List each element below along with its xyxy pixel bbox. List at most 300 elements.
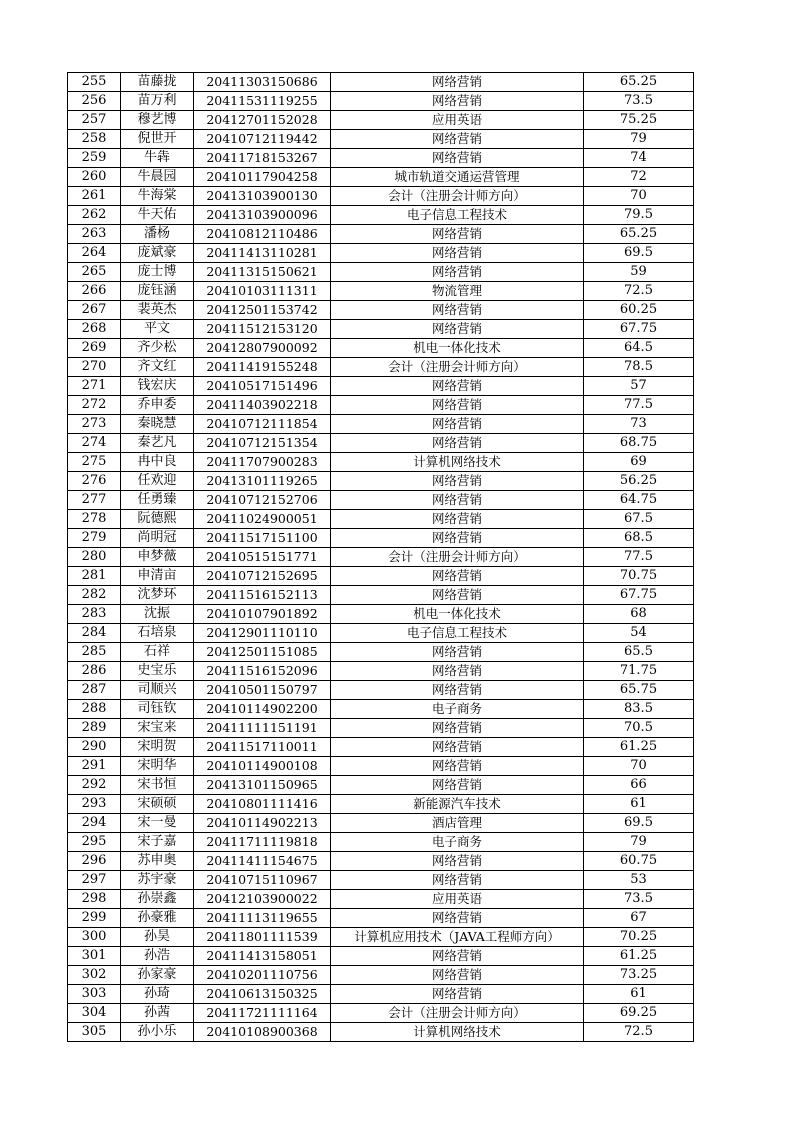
cell-major: 网络营销 bbox=[331, 149, 584, 168]
cell-name: 孙小乐 bbox=[121, 1023, 194, 1042]
cell-major: 网络营销 bbox=[331, 662, 584, 681]
table-row bbox=[68, 567, 694, 586]
cell-name: 申清亩 bbox=[121, 567, 194, 586]
table-row bbox=[68, 453, 694, 472]
table-row bbox=[68, 415, 694, 434]
cell-major: 物流管理 bbox=[331, 282, 584, 301]
cell-major: 电子商务 bbox=[331, 833, 584, 852]
cell-seq: 276 bbox=[68, 472, 121, 491]
table-row bbox=[68, 263, 694, 282]
cell-score: 64.5 bbox=[584, 339, 694, 358]
cell-seq: 263 bbox=[68, 225, 121, 244]
cell-exam-id: 20411711119818 bbox=[194, 833, 331, 852]
cell-seq: 260 bbox=[68, 168, 121, 187]
cell-score: 64.75 bbox=[584, 491, 694, 510]
cell-name: 宋书恒 bbox=[121, 776, 194, 795]
cell-exam-id: 20411517151100 bbox=[194, 529, 331, 548]
cell-seq: 272 bbox=[68, 396, 121, 415]
cell-name: 齐少松 bbox=[121, 339, 194, 358]
cell-name: 尚明冠 bbox=[121, 529, 194, 548]
cell-exam-id: 20410103111311 bbox=[194, 282, 331, 301]
cell-exam-id: 20410114902213 bbox=[194, 814, 331, 833]
table-row bbox=[68, 833, 694, 852]
cell-exam-id: 20411413158051 bbox=[194, 947, 331, 966]
cell-name: 牛犇 bbox=[121, 149, 194, 168]
cell-score: 68.75 bbox=[584, 434, 694, 453]
cell-seq: 277 bbox=[68, 491, 121, 510]
cell-seq: 300 bbox=[68, 928, 121, 947]
cell-exam-id: 20411111151191 bbox=[194, 719, 331, 738]
cell-name: 孙浩 bbox=[121, 947, 194, 966]
cell-name: 司顺兴 bbox=[121, 681, 194, 700]
score-table bbox=[67, 72, 694, 1042]
cell-seq: 305 bbox=[68, 1023, 121, 1042]
cell-name: 倪世开 bbox=[121, 130, 194, 149]
cell-score: 61 bbox=[584, 985, 694, 1004]
cell-major: 网络营销 bbox=[331, 985, 584, 1004]
cell-name: 苏申奥 bbox=[121, 852, 194, 871]
table-row bbox=[68, 377, 694, 396]
cell-exam-id: 20410515151771 bbox=[194, 548, 331, 567]
table-row bbox=[68, 73, 694, 92]
cell-score: 77.5 bbox=[584, 396, 694, 415]
cell-name: 庞钰涵 bbox=[121, 282, 194, 301]
cell-score: 69 bbox=[584, 453, 694, 472]
cell-seq: 294 bbox=[68, 814, 121, 833]
cell-seq: 257 bbox=[68, 111, 121, 130]
table-row bbox=[68, 966, 694, 985]
cell-score: 79.5 bbox=[584, 206, 694, 225]
cell-name: 石培泉 bbox=[121, 624, 194, 643]
cell-score: 79 bbox=[584, 130, 694, 149]
table-row bbox=[68, 776, 694, 795]
cell-score: 54 bbox=[584, 624, 694, 643]
cell-score: 65.75 bbox=[584, 681, 694, 700]
cell-exam-id: 20410613150325 bbox=[194, 985, 331, 1004]
cell-name: 苗藤拢 bbox=[121, 73, 194, 92]
cell-score: 70.25 bbox=[584, 928, 694, 947]
cell-seq: 278 bbox=[68, 510, 121, 529]
table-row bbox=[68, 985, 694, 1004]
table-row bbox=[68, 681, 694, 700]
cell-major: 网络营销 bbox=[331, 244, 584, 263]
cell-exam-id: 20410108900368 bbox=[194, 1023, 331, 1042]
cell-major: 计算机网络技术 bbox=[331, 453, 584, 472]
cell-seq: 274 bbox=[68, 434, 121, 453]
table-row bbox=[68, 244, 694, 263]
cell-name: 申梦薇 bbox=[121, 548, 194, 567]
cell-seq: 286 bbox=[68, 662, 121, 681]
cell-major: 电子商务 bbox=[331, 700, 584, 719]
cell-exam-id: 20410107901892 bbox=[194, 605, 331, 624]
cell-exam-id: 20411721111164 bbox=[194, 1004, 331, 1023]
cell-major: 网络营销 bbox=[331, 852, 584, 871]
cell-name: 庞士博 bbox=[121, 263, 194, 282]
cell-name: 平文 bbox=[121, 320, 194, 339]
cell-seq: 282 bbox=[68, 586, 121, 605]
cell-major: 网络营销 bbox=[331, 73, 584, 92]
cell-score: 71.75 bbox=[584, 662, 694, 681]
cell-major: 机电一体化技术 bbox=[331, 339, 584, 358]
cell-score: 69.25 bbox=[584, 1004, 694, 1023]
cell-exam-id: 20411707900283 bbox=[194, 453, 331, 472]
cell-exam-id: 20413101150965 bbox=[194, 776, 331, 795]
cell-seq: 283 bbox=[68, 605, 121, 624]
cell-score: 73.5 bbox=[584, 92, 694, 111]
cell-name: 宋一曼 bbox=[121, 814, 194, 833]
cell-name: 牛海棠 bbox=[121, 187, 194, 206]
table-row bbox=[68, 947, 694, 966]
table-row bbox=[68, 111, 694, 130]
table-row bbox=[68, 1004, 694, 1023]
cell-exam-id: 20411801111539 bbox=[194, 928, 331, 947]
cell-score: 66 bbox=[584, 776, 694, 795]
cell-major: 会计（注册会计师方向） bbox=[331, 548, 584, 567]
cell-name: 潘杨 bbox=[121, 225, 194, 244]
cell-name: 史宝乐 bbox=[121, 662, 194, 681]
cell-seq: 270 bbox=[68, 358, 121, 377]
cell-score: 83.5 bbox=[584, 700, 694, 719]
cell-seq: 284 bbox=[68, 624, 121, 643]
cell-major: 网络营销 bbox=[331, 301, 584, 320]
cell-major: 网络营销 bbox=[331, 130, 584, 149]
table-row bbox=[68, 700, 694, 719]
cell-exam-id: 20411413110281 bbox=[194, 244, 331, 263]
cell-major: 网络营销 bbox=[331, 263, 584, 282]
cell-major: 网络营销 bbox=[331, 225, 584, 244]
cell-exam-id: 20411113119655 bbox=[194, 909, 331, 928]
cell-exam-id: 20412501153742 bbox=[194, 301, 331, 320]
cell-score: 67 bbox=[584, 909, 694, 928]
cell-seq: 268 bbox=[68, 320, 121, 339]
cell-seq: 293 bbox=[68, 795, 121, 814]
table-row bbox=[68, 605, 694, 624]
table-body bbox=[68, 73, 694, 1042]
cell-score: 67.75 bbox=[584, 320, 694, 339]
cell-exam-id: 20412901110110 bbox=[194, 624, 331, 643]
table-row bbox=[68, 130, 694, 149]
cell-major: 网络营销 bbox=[331, 472, 584, 491]
cell-exam-id: 20411512153120 bbox=[194, 320, 331, 339]
cell-seq: 256 bbox=[68, 92, 121, 111]
cell-exam-id: 20413103900096 bbox=[194, 206, 331, 225]
cell-name: 苏宇豪 bbox=[121, 871, 194, 890]
cell-score: 68.5 bbox=[584, 529, 694, 548]
cell-major: 应用英语 bbox=[331, 111, 584, 130]
cell-score: 70.75 bbox=[584, 567, 694, 586]
cell-name: 宋子嘉 bbox=[121, 833, 194, 852]
cell-exam-id: 20410517151496 bbox=[194, 377, 331, 396]
cell-score: 79 bbox=[584, 833, 694, 852]
table-row bbox=[68, 301, 694, 320]
cell-exam-id: 20411024900051 bbox=[194, 510, 331, 529]
table-row bbox=[68, 548, 694, 567]
cell-major: 网络营销 bbox=[331, 491, 584, 510]
cell-major: 应用英语 bbox=[331, 890, 584, 909]
cell-major: 网络营销 bbox=[331, 567, 584, 586]
cell-major: 网络营销 bbox=[331, 586, 584, 605]
cell-score: 67.5 bbox=[584, 510, 694, 529]
cell-name: 牛晨园 bbox=[121, 168, 194, 187]
cell-seq: 259 bbox=[68, 149, 121, 168]
cell-name: 孙豪雅 bbox=[121, 909, 194, 928]
cell-score: 57 bbox=[584, 377, 694, 396]
cell-major: 网络营销 bbox=[331, 529, 584, 548]
cell-score: 68 bbox=[584, 605, 694, 624]
cell-name: 宋硕硕 bbox=[121, 795, 194, 814]
cell-exam-id: 20411718153267 bbox=[194, 149, 331, 168]
cell-name: 穆艺博 bbox=[121, 111, 194, 130]
cell-major: 城市轨道交通运营管理 bbox=[331, 168, 584, 187]
cell-score: 70 bbox=[584, 757, 694, 776]
cell-seq: 265 bbox=[68, 263, 121, 282]
table-row bbox=[68, 168, 694, 187]
cell-name: 苗万利 bbox=[121, 92, 194, 111]
cell-exam-id: 20410712119442 bbox=[194, 130, 331, 149]
cell-major: 电子信息工程技术 bbox=[331, 206, 584, 225]
cell-score: 53 bbox=[584, 871, 694, 890]
cell-exam-id: 20410715110967 bbox=[194, 871, 331, 890]
cell-exam-id: 20410712111854 bbox=[194, 415, 331, 434]
cell-major: 机电一体化技术 bbox=[331, 605, 584, 624]
cell-name: 孙昊 bbox=[121, 928, 194, 947]
table-row bbox=[68, 1023, 694, 1042]
cell-seq: 297 bbox=[68, 871, 121, 890]
cell-major: 网络营销 bbox=[331, 510, 584, 529]
cell-exam-id: 20411531119255 bbox=[194, 92, 331, 111]
cell-name: 宋宝来 bbox=[121, 719, 194, 738]
table-row bbox=[68, 871, 694, 890]
cell-seq: 280 bbox=[68, 548, 121, 567]
table-row bbox=[68, 491, 694, 510]
cell-score: 73.25 bbox=[584, 966, 694, 985]
cell-score: 60.25 bbox=[584, 301, 694, 320]
cell-name: 裴英杰 bbox=[121, 301, 194, 320]
cell-score: 65.25 bbox=[584, 225, 694, 244]
cell-exam-id: 20412501151085 bbox=[194, 643, 331, 662]
cell-name: 秦晓慧 bbox=[121, 415, 194, 434]
cell-major: 网络营销 bbox=[331, 415, 584, 434]
cell-major: 网络营销 bbox=[331, 320, 584, 339]
cell-name: 宋明贺 bbox=[121, 738, 194, 757]
table-row bbox=[68, 852, 694, 871]
cell-exam-id: 20413103900130 bbox=[194, 187, 331, 206]
cell-exam-id: 20412701152028 bbox=[194, 111, 331, 130]
cell-exam-id: 20411403902218 bbox=[194, 396, 331, 415]
cell-score: 65.25 bbox=[584, 73, 694, 92]
cell-exam-id: 20411516152113 bbox=[194, 586, 331, 605]
cell-seq: 262 bbox=[68, 206, 121, 225]
cell-seq: 255 bbox=[68, 73, 121, 92]
cell-exam-id: 20411517110011 bbox=[194, 738, 331, 757]
cell-seq: 290 bbox=[68, 738, 121, 757]
table-row bbox=[68, 814, 694, 833]
cell-exam-id: 20412103900022 bbox=[194, 890, 331, 909]
cell-name: 沈振 bbox=[121, 605, 194, 624]
table-row bbox=[68, 909, 694, 928]
cell-seq: 298 bbox=[68, 890, 121, 909]
cell-score: 78.5 bbox=[584, 358, 694, 377]
cell-seq: 261 bbox=[68, 187, 121, 206]
cell-score: 73.5 bbox=[584, 890, 694, 909]
cell-seq: 273 bbox=[68, 415, 121, 434]
cell-major: 会计（注册会计师方向） bbox=[331, 1004, 584, 1023]
cell-major: 网络营销 bbox=[331, 396, 584, 415]
table-row bbox=[68, 662, 694, 681]
table-row bbox=[68, 434, 694, 453]
cell-score: 72 bbox=[584, 168, 694, 187]
cell-score: 72.5 bbox=[584, 282, 694, 301]
cell-major: 会计（注册会计师方向） bbox=[331, 187, 584, 206]
cell-score: 65.5 bbox=[584, 643, 694, 662]
cell-major: 酒店管理 bbox=[331, 814, 584, 833]
cell-score: 67.75 bbox=[584, 586, 694, 605]
cell-name: 孙崇鑫 bbox=[121, 890, 194, 909]
cell-score: 70 bbox=[584, 187, 694, 206]
cell-seq: 304 bbox=[68, 1004, 121, 1023]
table-row bbox=[68, 738, 694, 757]
table-row bbox=[68, 206, 694, 225]
cell-name: 孙家豪 bbox=[121, 966, 194, 985]
table-row bbox=[68, 624, 694, 643]
cell-major: 计算机网络技术 bbox=[331, 1023, 584, 1042]
cell-seq: 271 bbox=[68, 377, 121, 396]
cell-name: 司钰钦 bbox=[121, 700, 194, 719]
cell-exam-id: 20412807900092 bbox=[194, 339, 331, 358]
cell-exam-id: 20410114902200 bbox=[194, 700, 331, 719]
cell-seq: 266 bbox=[68, 282, 121, 301]
cell-major: 网络营销 bbox=[331, 947, 584, 966]
cell-name: 秦艺凡 bbox=[121, 434, 194, 453]
cell-seq: 303 bbox=[68, 985, 121, 1004]
cell-exam-id: 20411516152096 bbox=[194, 662, 331, 681]
cell-exam-id: 20410712152706 bbox=[194, 491, 331, 510]
cell-exam-id: 20410801111416 bbox=[194, 795, 331, 814]
cell-exam-id: 20411419155248 bbox=[194, 358, 331, 377]
cell-major: 网络营销 bbox=[331, 738, 584, 757]
table-row bbox=[68, 757, 694, 776]
cell-seq: 275 bbox=[68, 453, 121, 472]
cell-seq: 299 bbox=[68, 909, 121, 928]
cell-major: 网络营销 bbox=[331, 643, 584, 662]
table-row bbox=[68, 890, 694, 909]
cell-name: 钱宏庆 bbox=[121, 377, 194, 396]
table-row bbox=[68, 339, 694, 358]
table-row bbox=[68, 510, 694, 529]
cell-seq: 295 bbox=[68, 833, 121, 852]
cell-score: 56.25 bbox=[584, 472, 694, 491]
cell-score: 59 bbox=[584, 263, 694, 282]
table-row bbox=[68, 928, 694, 947]
cell-seq: 302 bbox=[68, 966, 121, 985]
cell-exam-id: 20410501150797 bbox=[194, 681, 331, 700]
cell-exam-id: 20413101119265 bbox=[194, 472, 331, 491]
cell-name: 阮德熙 bbox=[121, 510, 194, 529]
cell-name: 宋明华 bbox=[121, 757, 194, 776]
cell-major: 网络营销 bbox=[331, 966, 584, 985]
cell-score: 70.5 bbox=[584, 719, 694, 738]
cell-score: 74 bbox=[584, 149, 694, 168]
cell-score: 61.25 bbox=[584, 947, 694, 966]
cell-score: 77.5 bbox=[584, 548, 694, 567]
cell-seq: 296 bbox=[68, 852, 121, 871]
cell-seq: 264 bbox=[68, 244, 121, 263]
table-row bbox=[68, 320, 694, 339]
cell-name: 沈梦环 bbox=[121, 586, 194, 605]
cell-seq: 287 bbox=[68, 681, 121, 700]
cell-score: 69.5 bbox=[584, 814, 694, 833]
table-row bbox=[68, 586, 694, 605]
table-row bbox=[68, 719, 694, 738]
cell-seq: 258 bbox=[68, 130, 121, 149]
cell-major: 网络营销 bbox=[331, 377, 584, 396]
cell-seq: 269 bbox=[68, 339, 121, 358]
cell-name: 任欢迎 bbox=[121, 472, 194, 491]
table-row bbox=[68, 396, 694, 415]
cell-major: 会计（注册会计师方向） bbox=[331, 358, 584, 377]
cell-major: 网络营销 bbox=[331, 871, 584, 890]
cell-score: 75.25 bbox=[584, 111, 694, 130]
cell-seq: 301 bbox=[68, 947, 121, 966]
cell-major: 计算机应用技术（JAVA工程师方向） bbox=[331, 928, 584, 947]
cell-name: 冉中良 bbox=[121, 453, 194, 472]
cell-name: 孙茜 bbox=[121, 1004, 194, 1023]
cell-exam-id: 20411303150686 bbox=[194, 73, 331, 92]
cell-major: 网络营销 bbox=[331, 776, 584, 795]
cell-major: 网络营销 bbox=[331, 681, 584, 700]
table-row bbox=[68, 187, 694, 206]
cell-score: 61 bbox=[584, 795, 694, 814]
cell-name: 孙琦 bbox=[121, 985, 194, 1004]
cell-name: 任勇臻 bbox=[121, 491, 194, 510]
cell-seq: 267 bbox=[68, 301, 121, 320]
cell-major: 网络营销 bbox=[331, 719, 584, 738]
table-row bbox=[68, 225, 694, 244]
cell-major: 网络营销 bbox=[331, 909, 584, 928]
cell-exam-id: 20410201110756 bbox=[194, 966, 331, 985]
table-row bbox=[68, 643, 694, 662]
cell-major: 网络营销 bbox=[331, 92, 584, 111]
cell-seq: 285 bbox=[68, 643, 121, 662]
cell-exam-id: 20411411154675 bbox=[194, 852, 331, 871]
cell-exam-id: 20410117904258 bbox=[194, 168, 331, 187]
cell-major: 电子信息工程技术 bbox=[331, 624, 584, 643]
cell-seq: 292 bbox=[68, 776, 121, 795]
cell-score: 72.5 bbox=[584, 1023, 694, 1042]
table-row bbox=[68, 358, 694, 377]
table-row bbox=[68, 92, 694, 111]
cell-score: 60.75 bbox=[584, 852, 694, 871]
table-row bbox=[68, 149, 694, 168]
cell-name: 乔申委 bbox=[121, 396, 194, 415]
table-row bbox=[68, 529, 694, 548]
table-row bbox=[68, 472, 694, 491]
cell-seq: 291 bbox=[68, 757, 121, 776]
cell-name: 石祥 bbox=[121, 643, 194, 662]
cell-major: 新能源汽车技术 bbox=[331, 795, 584, 814]
cell-score: 69.5 bbox=[584, 244, 694, 263]
cell-name: 齐文红 bbox=[121, 358, 194, 377]
cell-name: 牛天佑 bbox=[121, 206, 194, 225]
table-row bbox=[68, 795, 694, 814]
cell-exam-id: 20411315150621 bbox=[194, 263, 331, 282]
cell-exam-id: 20410114900108 bbox=[194, 757, 331, 776]
cell-exam-id: 20410812110486 bbox=[194, 225, 331, 244]
cell-name: 庞斌豪 bbox=[121, 244, 194, 263]
cell-seq: 281 bbox=[68, 567, 121, 586]
cell-seq: 279 bbox=[68, 529, 121, 548]
cell-major: 网络营销 bbox=[331, 757, 584, 776]
